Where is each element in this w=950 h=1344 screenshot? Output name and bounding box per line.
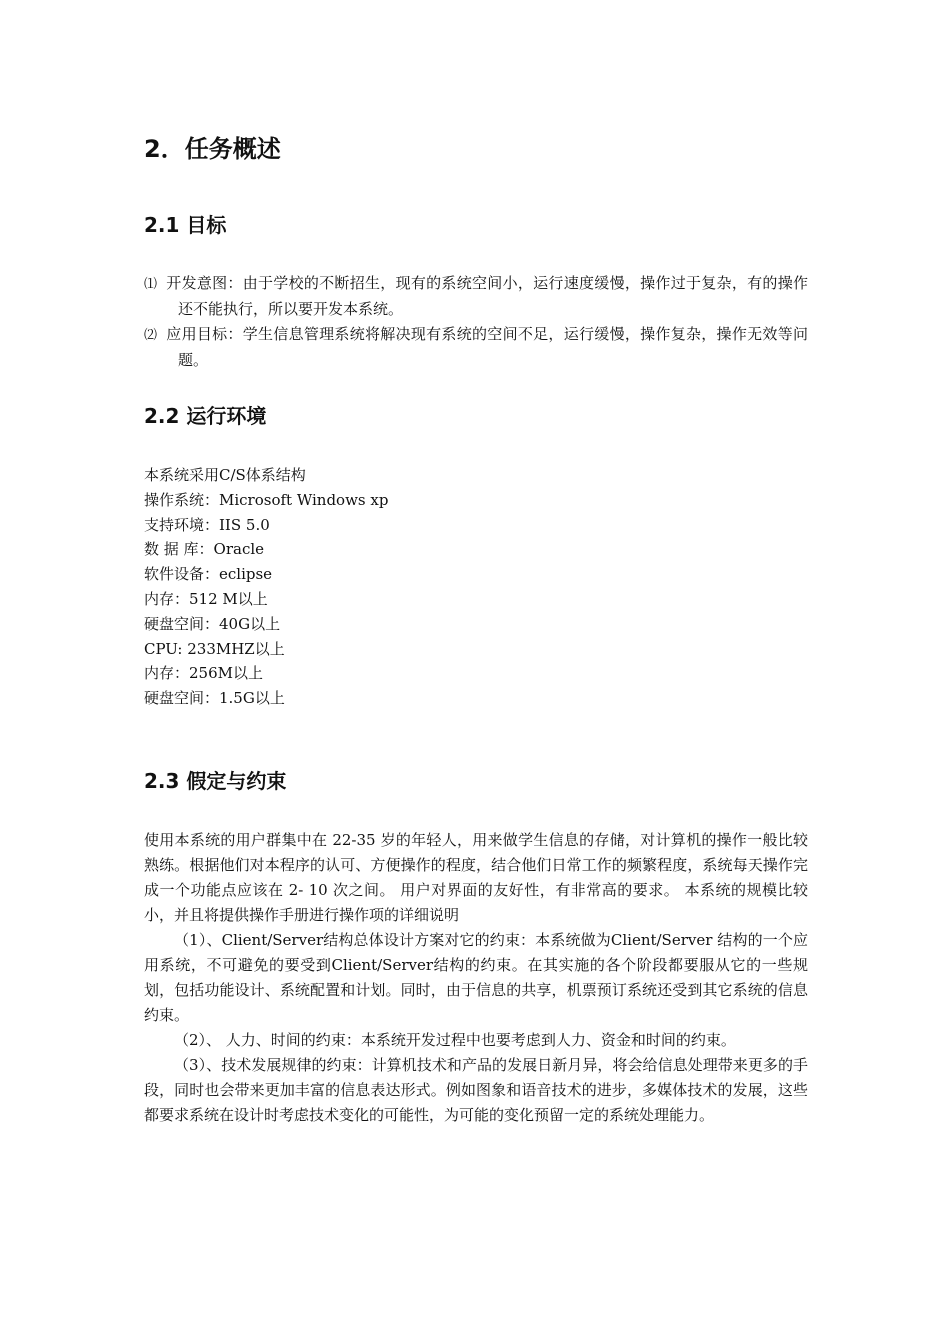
goals-list bbox=[144, 271, 808, 373]
environment-line: 软件设备：eclipse bbox=[144, 565, 273, 584]
assumptions-body bbox=[144, 828, 808, 1128]
constraint-item: （1）、Client/Server结构总体设计方案对它的约束：本系统做为Client/Server 结构的一个应用系统，不可避免的要受到Client/Server结构的约束。在其实施的各个阶段都要服从它的一些规划，包括功能设计、系统配置和计划。同时，由于信息的共享，机票预订系统还受到其它系统的信息约束。 bbox=[144, 931, 808, 1024]
environment-line: 支持环境：IIS 5.0 bbox=[144, 515, 270, 534]
section-title: 2．任务概述 bbox=[144, 135, 281, 163]
goal-text: 应用目标：学生信息管理系统将解决现有系统的空间不足，运行缓慢，操作复杂，操作无效等问题。 bbox=[166, 325, 808, 369]
environment-line: 硬盘空间：40G以上 bbox=[144, 614, 281, 633]
environment-heading: 2.2 运行环境 bbox=[144, 404, 267, 428]
goal-number: ⑴ bbox=[144, 277, 158, 292]
goal-item bbox=[144, 322, 808, 373]
environment-line: CPU: 233MHZ以上 bbox=[144, 639, 285, 658]
assumptions-intro: 使用本系统的用户群集中在 22-35 岁的年轻人，用来做学生信息的存储，对计算机的操作一般比较熟练。根据他们对本程序的认可、方便操作的程度，结合他们日常工作的频繁程度，系统每天操作完成一个功能点应该在 2- 10 次之间。 用户对界面的友好性，有非常高的要求。 本系统的规模比较小，并且将提供操作手册进行操作项的详细说明 bbox=[144, 831, 808, 924]
environment-line: 操作系统：Microsoft Windows xp bbox=[144, 490, 389, 509]
environment-list bbox=[144, 463, 808, 711]
constraint-item: （2）、 人力、时间的约束：本系统开发过程中也要考虑到人力、资金和时间的约束。 bbox=[174, 1031, 736, 1049]
constraint-item: （3）、技术发展规律的约束：计算机技术和产品的发展日新月异，将会给信息处理带来更多的手段，同时也会带来更加丰富的信息表达形式。例如图象和语音技术的进步，多媒体技术的发展，这些都要求系统在设计时考虑技术变化的可能性，为可能的变化预留一定的系统处理能力。 bbox=[144, 1056, 808, 1124]
assumptions-heading: 2.3 假定与约束 bbox=[144, 769, 287, 793]
goal-text: 开发意图：由于学校的不断招生，现有的系统空间小，运行速度缓慢，操作过于复杂，有的操作还不能执行，所以要开发本系统。 bbox=[166, 274, 808, 318]
environment-line: 硬盘空间：1.5G以上 bbox=[144, 689, 285, 708]
environment-line: 数 据 库：Oracle bbox=[144, 540, 265, 559]
environment-line: 内存：512 M以上 bbox=[144, 589, 268, 608]
goal-item bbox=[144, 271, 808, 322]
environment-line: 本系统采用C/S体系结构 bbox=[144, 466, 306, 484]
goal-number: ⑵ bbox=[144, 328, 158, 343]
environment-line: 内存：256M以上 bbox=[144, 664, 263, 683]
goals-heading: 2.1 目标 bbox=[144, 213, 227, 237]
